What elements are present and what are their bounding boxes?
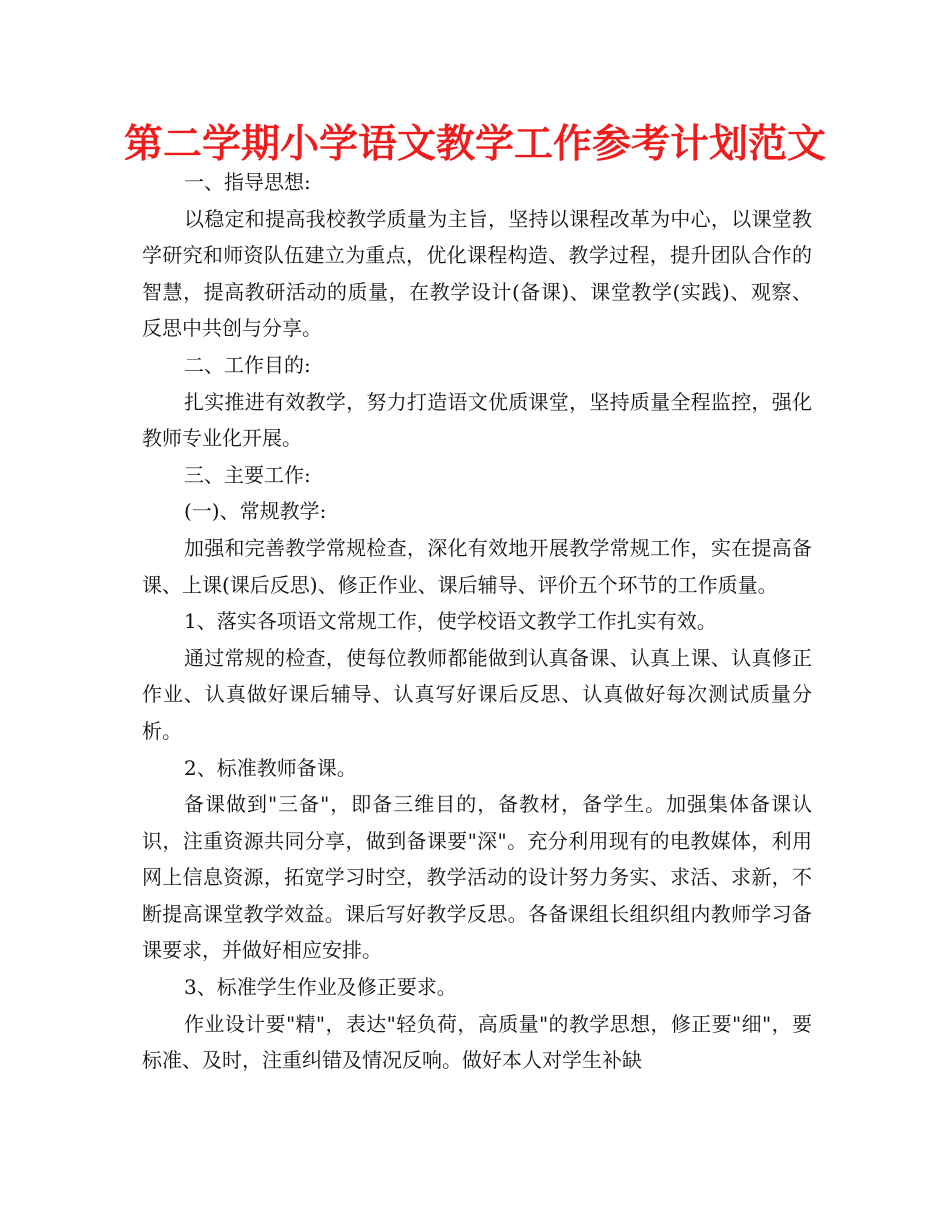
paragraph-work-goal: 扎实推进有效教学，努力打造语文优质课堂，坚持质量全程监控，强化教师专业化开展。: [142, 389, 812, 451]
section-heading-main-work: 三、主要工作:: [184, 462, 311, 487]
document-title: 第二学期小学语文教学工作参考计划范文: [123, 122, 826, 167]
subsection-heading-routine-teaching: (一)、常规教学:: [184, 499, 327, 524]
item-heading-2: 2、标准教师备课。: [184, 755, 357, 780]
paragraph-item-2: 备课做到"三备"，即备三维目的，备教材，备学生。加强集体备课认识，注重资源共同分享，做到备课要"深"。充分利用现有的电教媒体，利用网上信息资源，拓宽学习时空，教学活动的设计努力务实、求活、求新，不断提高课堂教学效益。课后写好教学反思。各备课组长组织组内教师学习备课要求，并做好相应安排。: [142, 792, 812, 963]
paragraph-guiding-thought: 以稳定和提高我校教学质量为主旨，坚持以课程改革为中心，以课堂教学研究和师资队伍建立为重点，优化课程构造、教学过程，提升团队合作的智慧，提高教研活动的质量，在教学设计(备课)、课堂教学(实践)、观察、反思中共创与分享。: [142, 206, 812, 341]
paragraph-item-3: 作业设计要"精"，表达"轻负荷，高质量"的教学思想，修正要"细"，要标准、及时，注重纠错及情况反响。做好本人对学生补缺: [142, 1011, 812, 1073]
item-heading-1: 1、落实各项语文常规工作，使学校语文教学工作扎实有效。: [184, 609, 717, 634]
item-heading-3: 3、标准学生作业及修正要求。: [184, 975, 457, 1000]
paragraph-item-1: 通过常规的检查，使每位教师都能做到认真备课、认真上课、认真修正作业、认真做好课后辅导、认真写好课后反思、认真做好每次测试质量分析。: [142, 645, 812, 743]
document-body: [142, 164, 812, 1079]
section-heading-guiding-thought: 一、指导思想:: [184, 170, 311, 194]
paragraph-routine-teaching: 加强和完善教学常规检查，深化有效地开展教学常规工作，实在提高备课、上课(课后反思)、修正作业、课后辅导、评价五个环节的工作质量。: [142, 535, 812, 597]
section-heading-work-goal: 二、工作目的:: [184, 352, 311, 377]
